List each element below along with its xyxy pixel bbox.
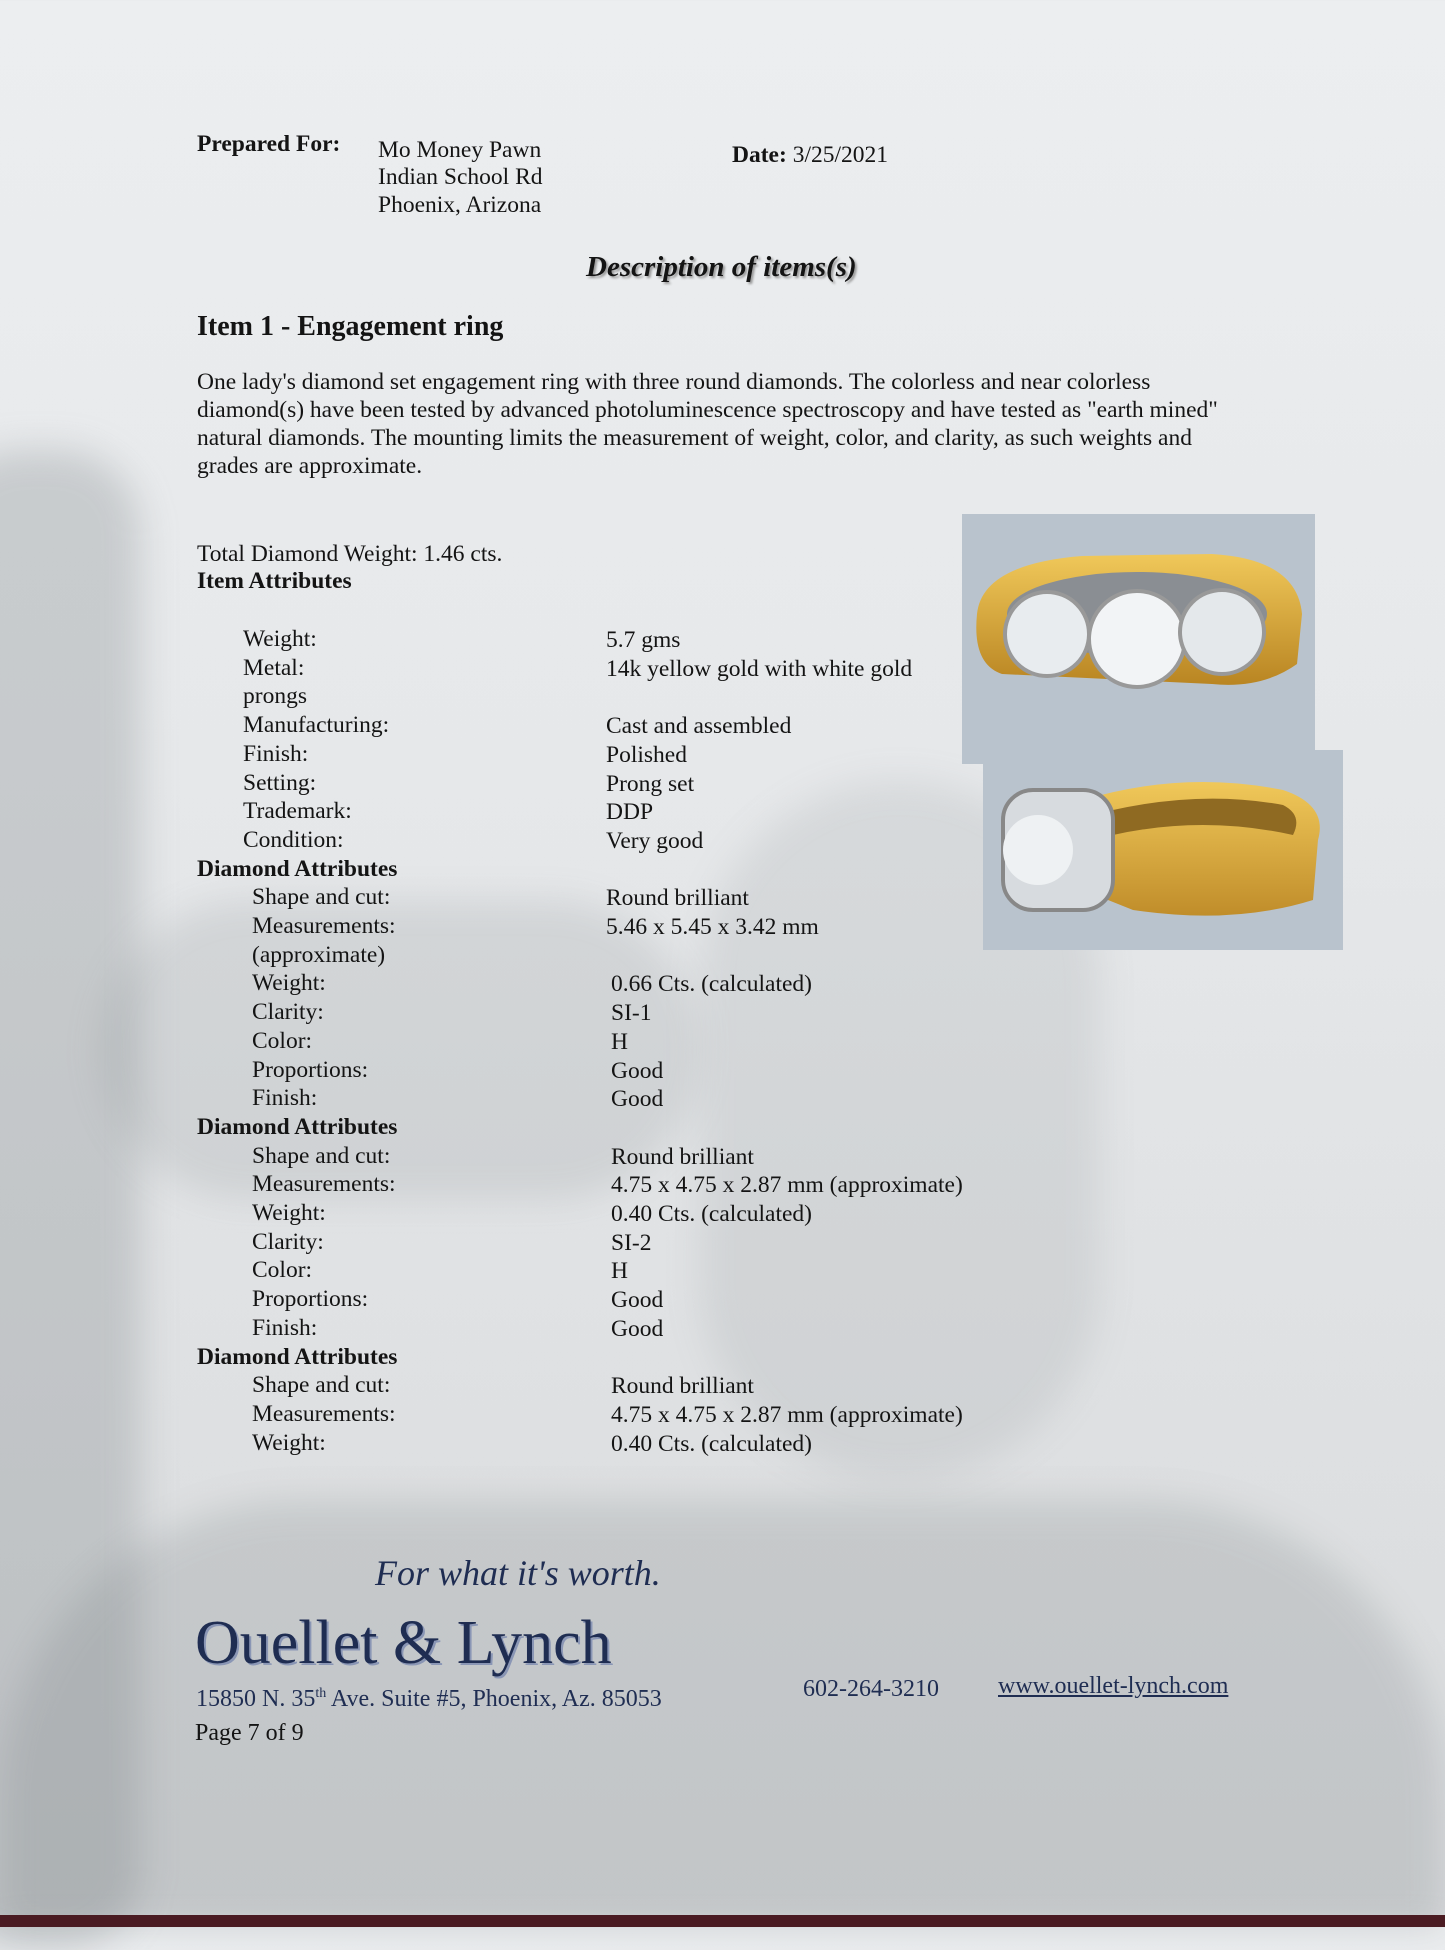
client-street: Indian School Rd (378, 164, 543, 190)
attribute-label: Measurements: (252, 1400, 396, 1427)
attribute-value: 14k yellow gold with white gold (606, 655, 913, 682)
address-sup: th (315, 1686, 327, 1701)
date-label: Date: (732, 142, 787, 168)
attribute-label: Trademark: (243, 798, 352, 825)
diamond-attributes-heading: Diamond Attributes (197, 855, 398, 882)
attribute-label: Measurements: (252, 1171, 396, 1198)
attribute-value: 0.40 Cts. (calculated) (611, 1430, 812, 1457)
date (732, 141, 888, 169)
ring-photo-side (983, 750, 1343, 950)
item-title: Item 1 - Engagement ring (197, 311, 504, 342)
attribute-label: prongs (243, 683, 307, 710)
attribute-value: 5.46 x 5.45 x 3.42 mm (606, 914, 819, 940)
attribute-label: Clarity: (252, 1228, 324, 1255)
company-website-link[interactable]: www.ouellet-lynch.com (998, 1673, 1229, 1699)
attribute-value: SI-1 (611, 1000, 652, 1027)
attribute-value: DDP (606, 799, 654, 826)
attribute-label: Finish: (252, 1314, 318, 1341)
date-value: 3/25/2021 (792, 142, 888, 168)
company-address (196, 1680, 662, 1713)
attribute-label: (approximate) (252, 941, 386, 968)
attribute-label: Weight: (252, 1429, 326, 1456)
attribute-value: SI-2 (611, 1229, 652, 1256)
client-name: Mo Money Pawn (378, 137, 542, 163)
attribute-label: Shape and cut: (252, 884, 391, 911)
attribute-label: Manufacturing: (243, 712, 390, 739)
attribute-value: H (611, 1258, 628, 1285)
diamond-attributes-heading: Diamond Attributes (197, 1343, 398, 1370)
attribute-value: 0.40 Cts. (calculated) (611, 1201, 812, 1227)
attribute-label: Proportions: (252, 1286, 369, 1313)
page-number: Page 7 of 9 (195, 1720, 304, 1746)
attribute-value: Prong set (606, 770, 695, 797)
address-part: 15850 N. 35 (196, 1686, 316, 1712)
attribute-value: 0.66 Cts. (calculated) (611, 971, 812, 998)
attribute-label: Weight: (252, 970, 326, 997)
company-phone: 602-264-3210 (803, 1676, 939, 1702)
attribute-value: Polished (606, 741, 687, 768)
attribute-value: 5.7 gms (606, 627, 681, 653)
attribute-label: Setting: (243, 769, 317, 796)
attribute-label: Condition: (243, 826, 344, 853)
attribute-value: Good (611, 1086, 664, 1113)
address-part: Ave. Suite #5, Phoenix, Az. 85053 (326, 1686, 662, 1712)
attribute-value: Round brilliant (611, 1143, 754, 1170)
diamond-attributes-heading: Diamond Attributes (197, 1113, 398, 1140)
item-attributes-heading: Item Attributes (197, 568, 352, 594)
ring-front-image (962, 514, 1315, 764)
attribute-label: Weight: (243, 626, 317, 652)
attribute-value: H (611, 1028, 628, 1055)
attribute-label: Color: (252, 1027, 313, 1054)
attribute-value: Round brilliant (606, 885, 749, 912)
tagline: For what it's worth. (375, 1553, 661, 1593)
section-title: Description of items(s) (586, 251, 857, 283)
attribute-value: 4.75 x 4.75 x 2.87 mm (approximate) (611, 1172, 963, 1199)
attribute-value: Very good (606, 827, 704, 854)
ring-photo-front (962, 514, 1315, 764)
attribute-value: Cast and assembled (606, 713, 792, 740)
attribute-value: Good (611, 1287, 664, 1314)
attribute-value: Round brilliant (611, 1373, 754, 1400)
attribute-label: Measurements: (252, 913, 396, 939)
client-city: Phoenix, Arizona (378, 192, 542, 218)
item-description: One lady's diamond set engagement ring with three round diamonds. The colorless and near colorless diamond(s) have been tested by advanced photoluminescence spectroscopy and have tested as "earth mined" natural diamonds. The mounting limits the measurement of weight, color, and clarity, as such weights and grades are approximate. (197, 369, 1218, 479)
attribute-value: Good (611, 1315, 664, 1342)
attribute-label: Finish: (252, 1085, 318, 1112)
attribute-label: Metal: (243, 654, 305, 681)
prepared-for-label: Prepared For: (197, 131, 341, 157)
attribute-label: Color: (252, 1257, 313, 1284)
attribute-label: Finish: (243, 740, 309, 767)
total-diamond-weight: Total Diamond Weight: 1.46 cts. (197, 541, 503, 567)
company-logo: Ouellet & Lynch (195, 1609, 612, 1677)
attribute-label: Weight: (252, 1200, 326, 1226)
ring-side-image (983, 750, 1343, 950)
attribute-label: Clarity: (252, 999, 324, 1026)
attribute-label: Shape and cut: (252, 1142, 391, 1169)
attribute-value: 4.75 x 4.75 x 2.87 mm (approximate) (611, 1401, 963, 1428)
attribute-label: Shape and cut: (252, 1372, 391, 1399)
background-edge (0, 1915, 1445, 1927)
attribute-value: Good (611, 1057, 664, 1084)
attribute-label: Proportions: (252, 1056, 369, 1083)
